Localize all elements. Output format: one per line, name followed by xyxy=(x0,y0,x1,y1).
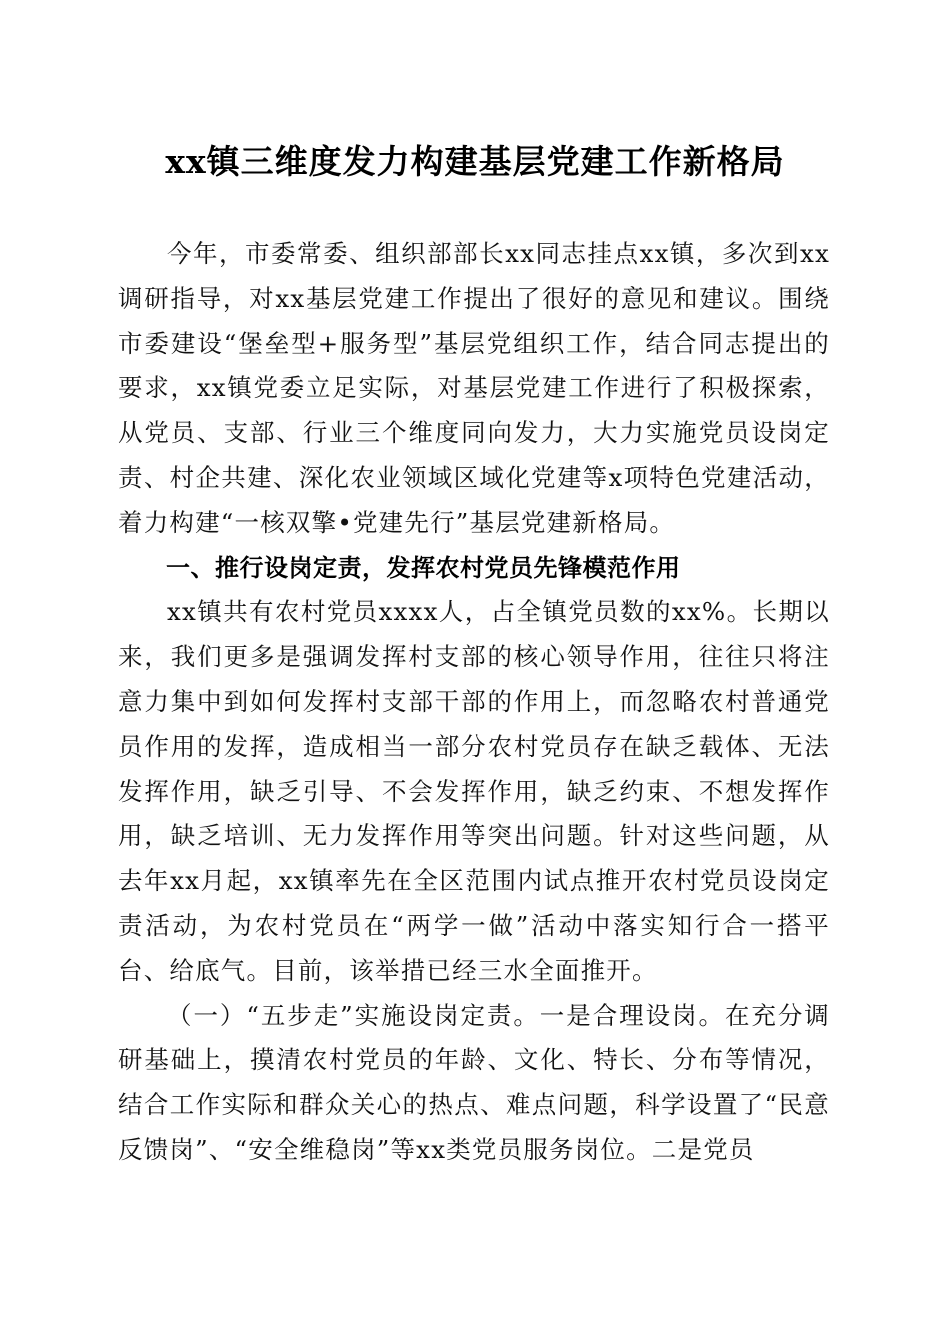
section-heading: 一、推行设岗定责，发挥农村党员先锋模范作用 xyxy=(166,553,681,582)
document-title: xx镇三维度发力构建基层党建工作新格局 xyxy=(165,142,785,181)
document-body xyxy=(118,232,830,1173)
intro-paragraph: 今年，市委常委、组织部部长xx同志挂点xx镇，多次到xx调研指导，对xx基层党建工作提出了很好的意见和建议。围绕市委建设“堡垒型+服务型”基层党组织工作，结合同志提出的要求，xx镇党委立足实际，对基层党建工作进行了积极探索，从党员、支部、行业三个维度同向发力，大力实施党员设岗定责、村企共建、深化农业领域区域化党建等x项特色党建活动，着力构建“一核双擎•党建先行”基层党建新格局。 xyxy=(118,239,830,537)
section-paragraph: xx镇共有农村党员xxxx人，占全镇党员数的xx%。长期以来，我们更多是强调发挥村支部的核心领导作用，往往只将注意力集中到如何发挥村支部干部的作用上，而忽略农村普通党员作用的发挥，造成相当一部分农村党员存在缺乏载体、无法发挥作用，缺乏引导、不会发挥作用，缺乏约束、不想发挥作用，缺乏培训、无力发挥作用等突出问题。针对这些问题，从去年xx月起，xx镇率先在全区范围内试点推开农村党员设岗定责活动，为农村党员在“两学一做”活动中落实知行合一搭平台、给底气。目前，该举措已经三水全面推开。 xyxy=(118,597,830,985)
subsection-paragraph: （一）“五步走”实施设岗定责。一是合理设岗。在充分调研基础上，摸清农村党员的年龄、文化、特长、分布等情况，结合工作实际和群众关心的热点、难点问题，科学设置了“民意反馈岗”、“安全维稳岗”等xx类党员服务岗位。二是党员 xyxy=(118,1000,830,1164)
